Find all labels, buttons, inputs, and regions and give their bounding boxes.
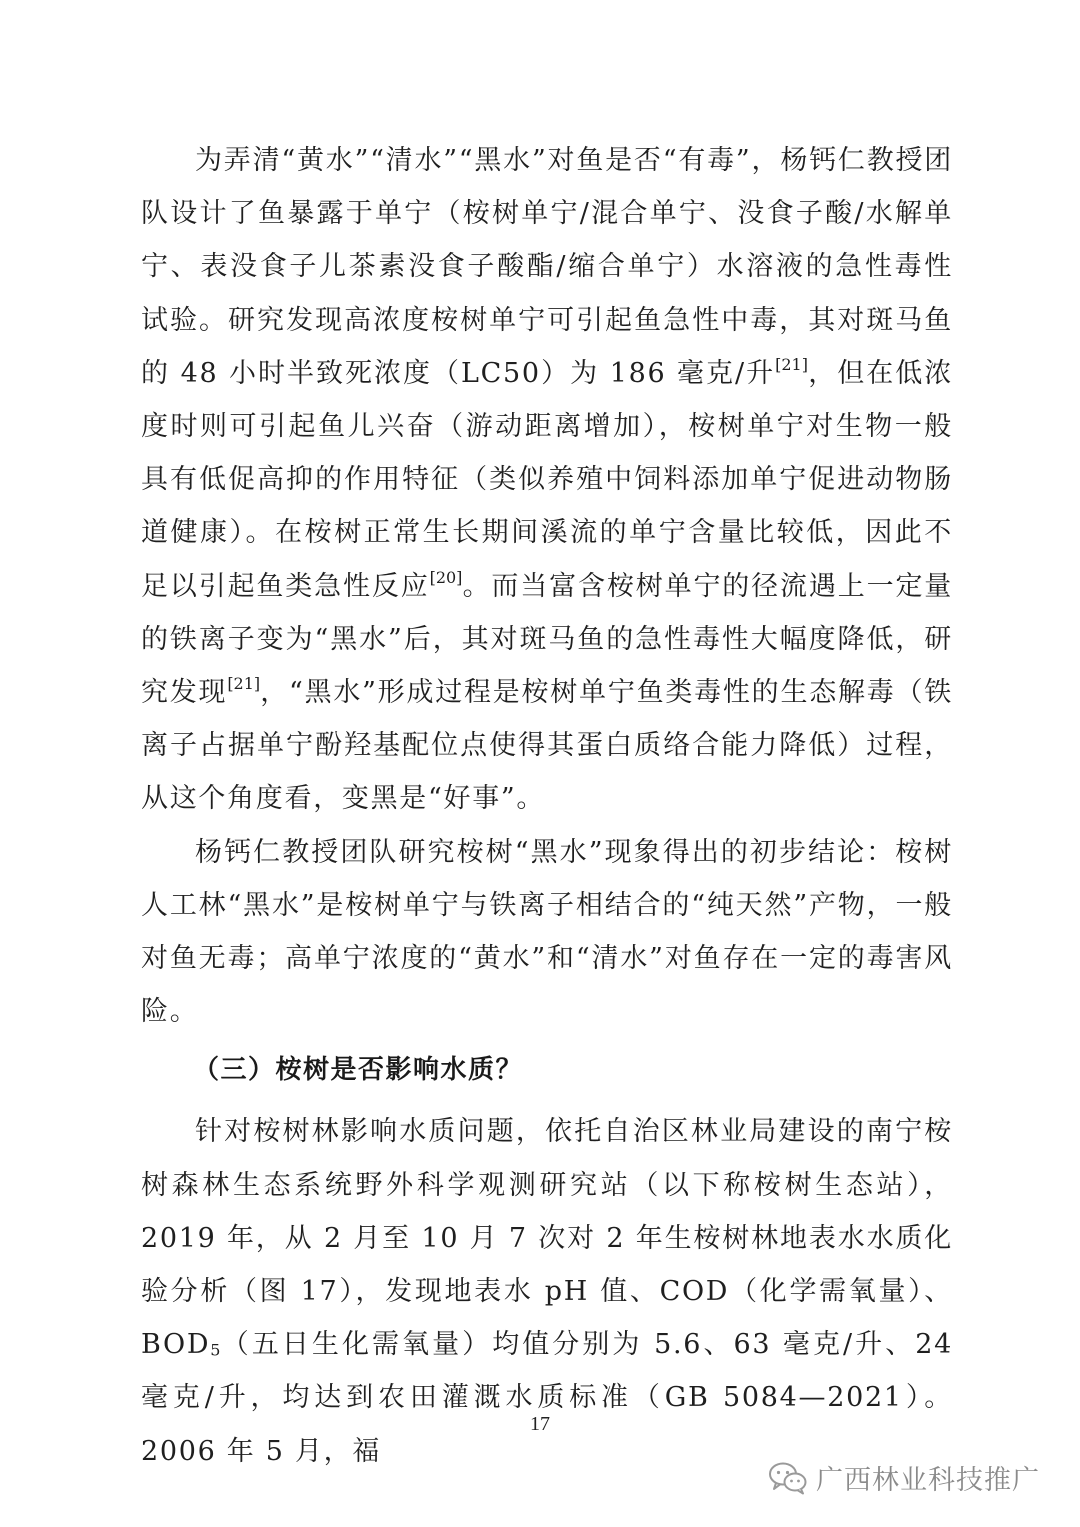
bod-subscript: 5 (210, 1340, 221, 1360)
paragraph-3-text-b: （五日生化需氧量）均值分别为 5.6、63 毫克/升、24 毫克/升，均达到农田灌溉水质标准（GB 5084—2021）。2006 年 5 月，福 (141, 1329, 953, 1467)
wechat-watermark (768, 1458, 1040, 1497)
paragraph-3-text-a: 针对桉树林影响水质问题，依托自治区林业局建设的南宁桉树森林生态系统野外科学观测研究站（以下称桉树生态站），2019 年，从 2 月至 10 月 7 次对 2 年生桉树林地表水水质化验分析（图 17），发现地表水 pH 值、COD（化学需氧量）、BOD (141, 1116, 953, 1361)
paragraph-2-text: 杨钙仁教授团队研究桉树“黑水”现象得出的初步结论：桉树人工林“黑水”是桉树单宁与铁离子相结合的“纯天然”产物，一般对鱼无毒；高单宁浓度的“黄水”和“清水”对鱼存在一定的毒害风险。 (141, 836, 953, 1028)
paragraph-1-text-b: ，但在低浓度时则可引起鱼儿兴奋（游动距离增加），桉树单宁对生物一般具有低促高抑的作用特征（类似养殖中饲料添加单宁促进动物肠道健康）。在桉树正常生长期间溪流的单宁含量比较低，因此不足以引起鱼类急性反应 (141, 357, 953, 602)
paragraph-1-text-d: ，“黑水”形成过程是桉树单宁鱼类毒性的生态解毒（铁离子占据单宁酚羟基配位点使得其蛋白质络合能力降低）过程，从这个角度看，变黑是“好事”。 (141, 677, 953, 815)
paragraph-conclusion (141, 826, 953, 1039)
watermark-text: 广西林业科技推广 (816, 1465, 1040, 1496)
page-number: 17 (530, 1413, 550, 1435)
wechat-icon (768, 1461, 808, 1495)
citation-21: [21] (775, 354, 808, 374)
article-body (141, 134, 953, 1478)
citation-21-second: [21] (227, 674, 261, 694)
paragraph-1-text-c: 。而当富含桉树单宁的径流遇上一定量的铁离子变为“黑水”后，其对斑马鱼的急性毒性大幅度降低，研究发现 (141, 570, 953, 709)
paragraph-1-text-a: 为弄清“黄水”“清水”“黑水”对鱼是否“有毒”，杨钙仁教授团队设计了鱼暴露于单宁（桉树单宁/混合单宁、没食子酸/水解单宁、表没食子儿茶素没食子酸酯/缩合单宁）水溶液的急性毒性试验。研究发现高浓度桉树单宁可引起鱼急性中毒，其对斑马鱼的 48 小时半致死浓度（LC50）为 186 毫克/升 (141, 145, 953, 389)
citation-20: [20] (429, 567, 463, 587)
paragraph-fish-toxicity (141, 134, 953, 826)
section-heading-water-quality: （三）桉树是否影响水质？ (193, 1055, 524, 1086)
